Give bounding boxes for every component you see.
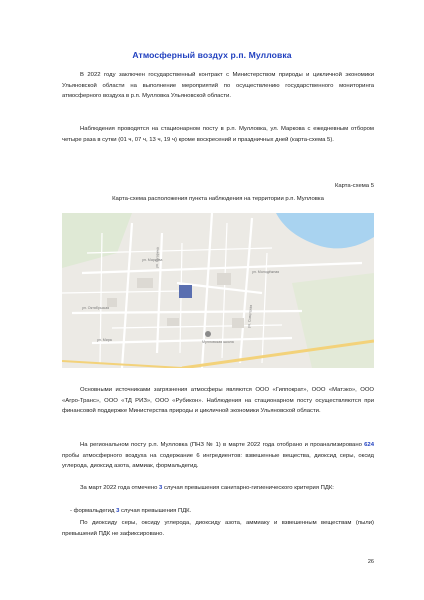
- paragraph-contract: [62, 70, 374, 102]
- map-caption: Карта-схема расположения пункта наблюдения на территории р.п. Мулловка: [112, 196, 324, 202]
- no-exceedances-text: По диоксиду серы, оксиду углерода, диоксиду азота, аммиаку и взвешенным веществам (пыли) превышений ПДК не зафиксировано.: [62, 520, 374, 537]
- poi-marker-icon: [205, 331, 211, 337]
- exceedances-count: 3: [159, 485, 163, 491]
- regional-post-text-b: пробы атмосферного воздуха на содержание 6 ингредиентов: взвешенные вещества, диоксид серы, оксид углерода, диоксид азота, аммиак, формальдегид.: [62, 452, 374, 470]
- page-title: Атмосферный воздух р.п. Мулловка: [132, 50, 292, 60]
- paragraph-observations: [62, 124, 374, 145]
- paragraph-regional-post: [62, 440, 374, 472]
- street-label: ул. Гагарина: [155, 247, 160, 269]
- poi-label: Мулловская школа: [202, 340, 234, 344]
- paragraph-no-exceedances: [62, 518, 374, 539]
- exceedances-text-a: За март 2022 года отмечено: [80, 485, 160, 491]
- paragraph-exceedances: [62, 483, 374, 494]
- map-drawing: [62, 213, 374, 368]
- paragraph-sources-text: Основными источниками загрязнения атмосферы являются ООО «Гиппократ», ООО «Матэко», ООО «Агро-Транс», ООО «ТД РИЗ», ООО «Рубикон». Наблюдения на стационарном посту осуществляются при финансовой поддержке Министерства природы и цикличной экономики Ульяновской области.: [62, 387, 374, 415]
- street-label: ул. Молодёжная: [252, 270, 280, 274]
- street-label: ул. Маркова: [142, 258, 163, 262]
- formaldehyde-count: 3: [116, 508, 120, 514]
- street-label: ул. Октябрьская: [82, 306, 110, 310]
- formaldehyde-text-b: случая превышения ПДК.: [119, 508, 192, 514]
- street-label: ул. Советская: [247, 304, 254, 329]
- paragraph-contract-text: В 2022 году заключен государственный контракт с Министерством природы и цикличной экономики Ульяновской области на выполнение мероприятий по осуществлению государственного мониторинга атмосферного воздуха в р.п. Мулловка Ульяновской области.: [62, 72, 374, 100]
- location-map: [62, 213, 374, 368]
- map-label: Карта-схема 5: [334, 183, 374, 189]
- paragraph-sources: [62, 385, 374, 417]
- monitoring-station-marker: [179, 285, 192, 298]
- regional-post-text-a: На региональном посту р.п. Мулловка (ПНЗ № 1) в марте 2022 года отобрано и проанализировано: [80, 442, 365, 448]
- formaldehyde-text-a: - формальдегид: [70, 508, 117, 514]
- paragraph-formaldehyde: [62, 506, 374, 517]
- exceedances-text-b: случая превышения санитарно-гигиенического критерия ПДК:: [162, 485, 334, 491]
- paragraph-observations-text: Наблюдения проводятся на стационарном посту в р.п. Мулловка, ул. Маркова с ежедневным отбором четыре раза в сутки (01 ч, 07 ч, 13 ч, 19 ч) кроме воскресений и праздничных дней (карта-схема 5).: [62, 126, 374, 143]
- street-label: ул. Мира: [97, 338, 112, 342]
- samples-count: 624: [364, 442, 374, 448]
- page-number: 26: [367, 559, 374, 565]
